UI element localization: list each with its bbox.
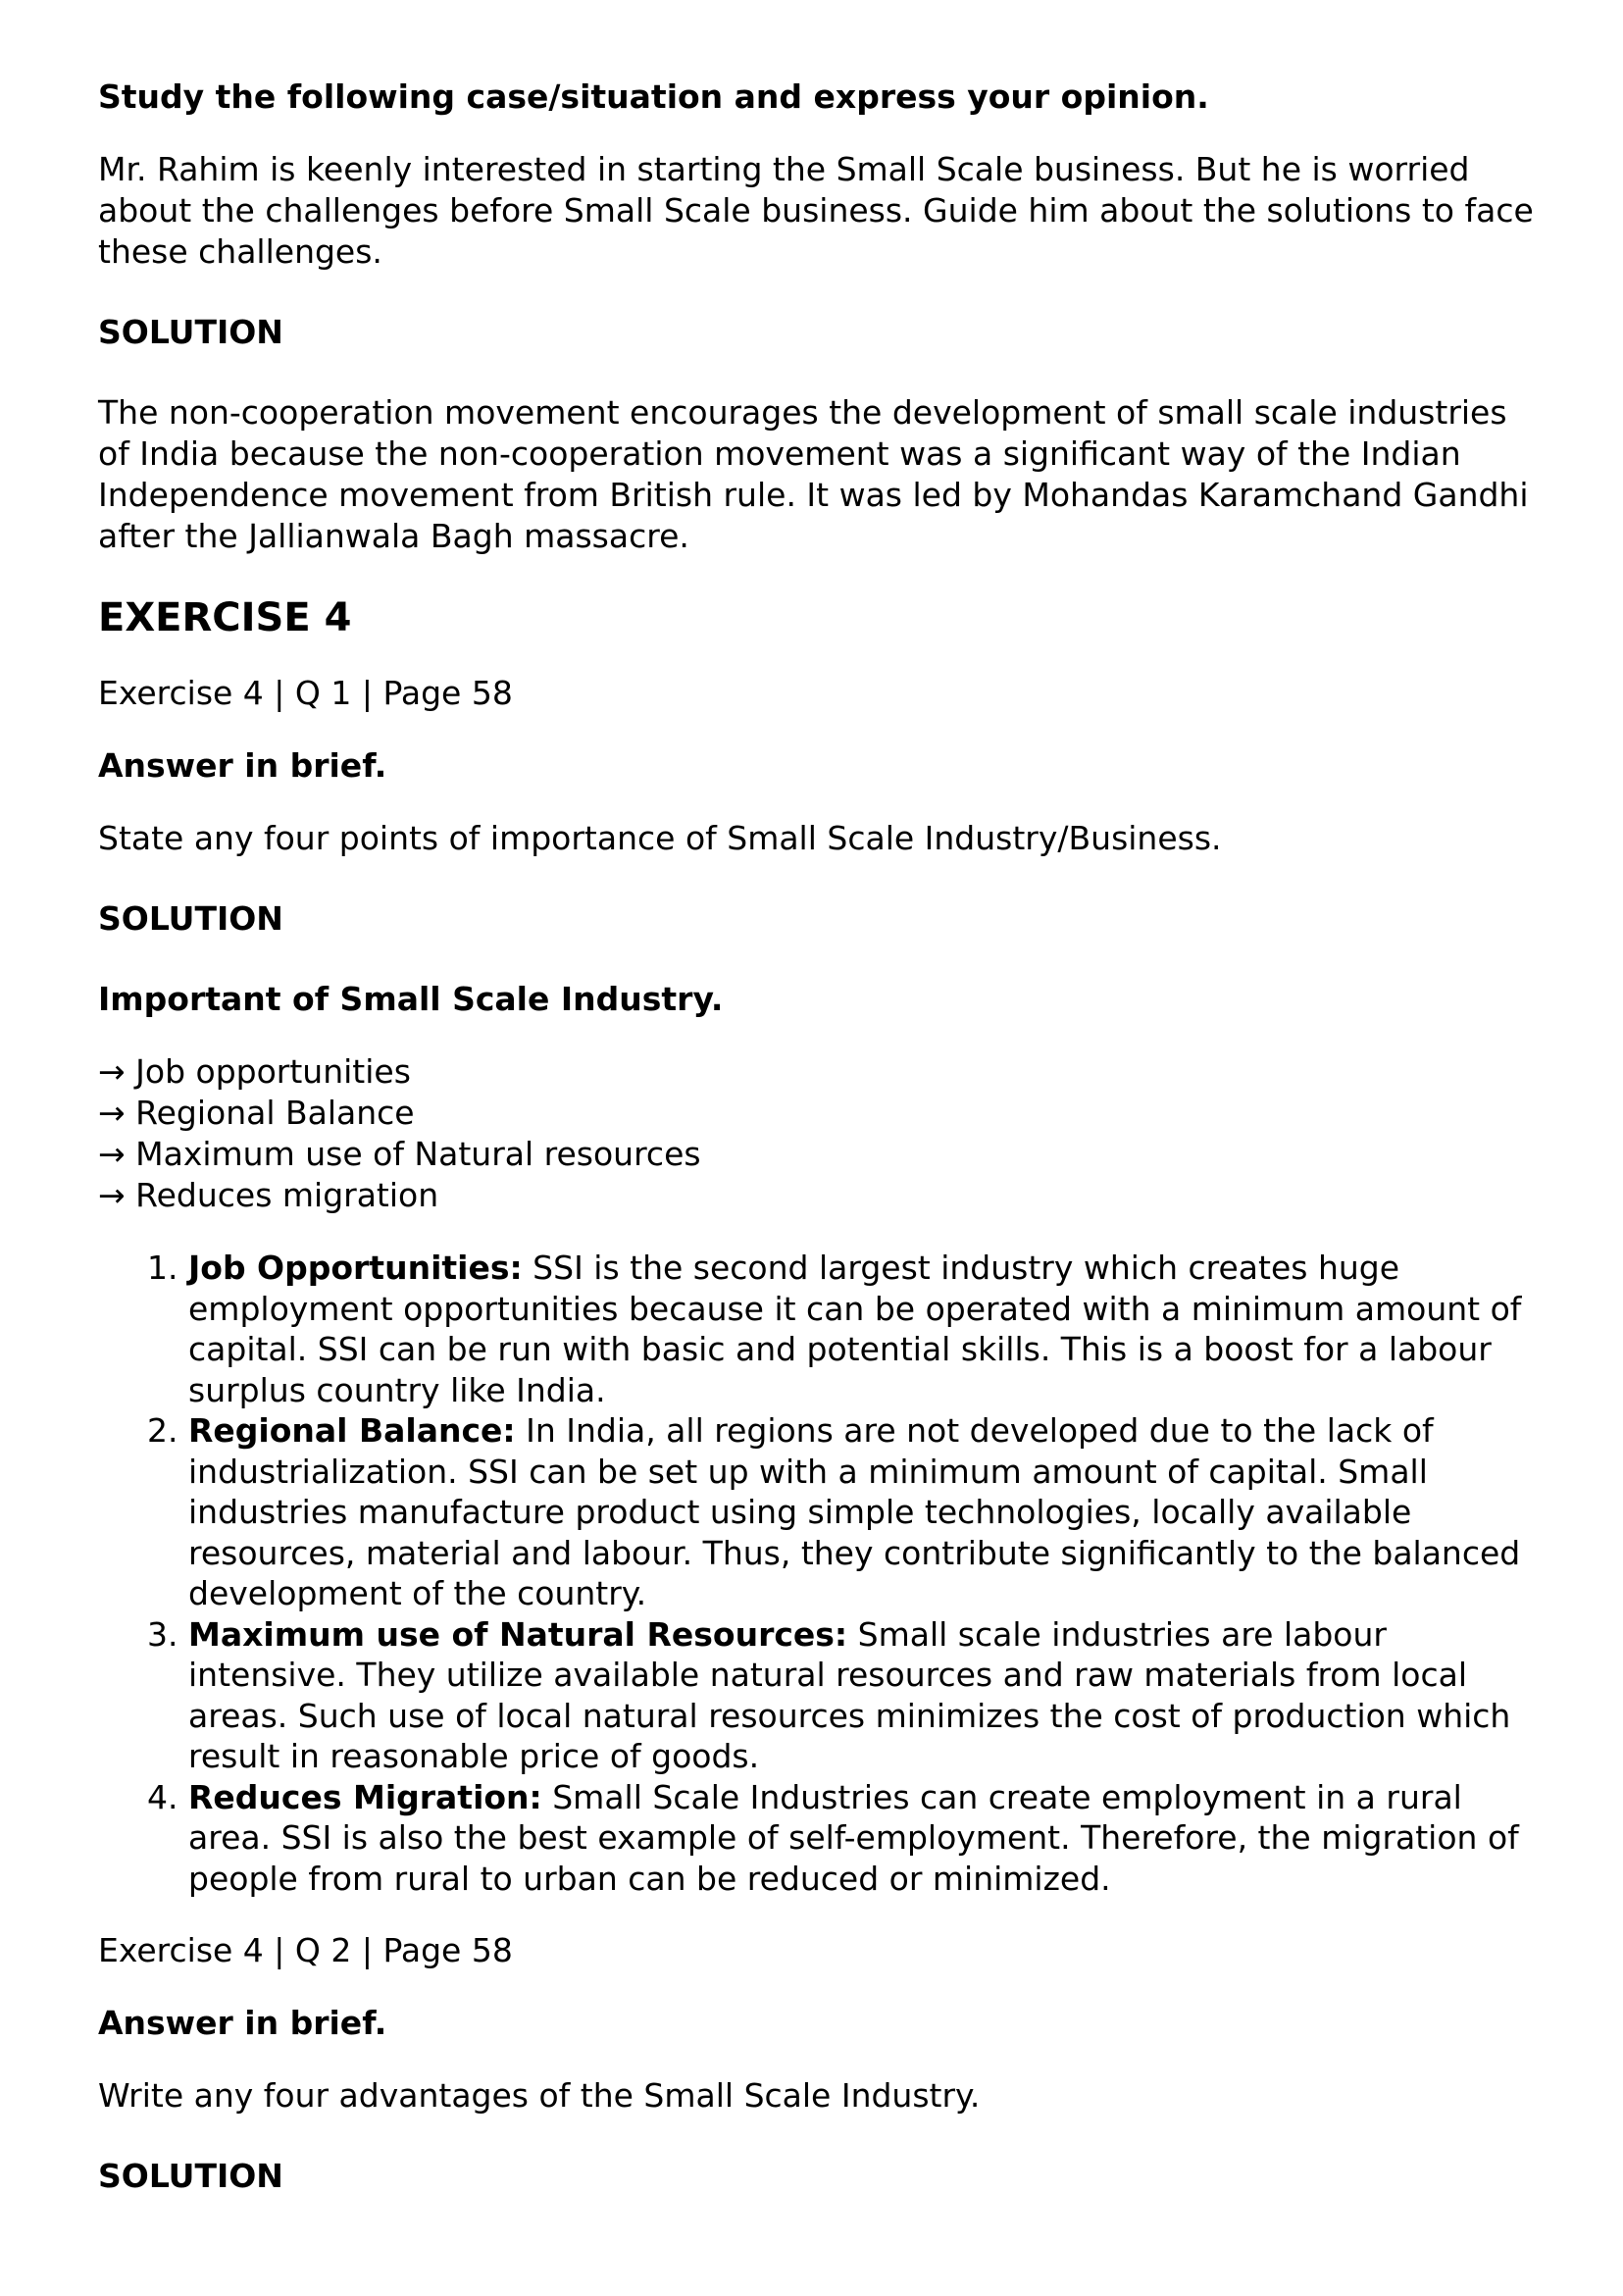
list-item [188,1777,1535,1900]
q2-reference: Exercise 4 | Q 2 | Page 58 [98,1931,513,1969]
q1-subheading: Important of Small Scale Industry. [98,980,724,1018]
point-term: Maximum use of Natural Resources: [188,1614,848,1654]
case-solution-text: The non-cooperation movement encourages the development of small scale industries of India because the non-cooperation movement was a significant way of the Indian Independence movement from British rule. It was led by Mohandas Karamchand Gandhi after the Jallianwala Bagh massacre. [98,393,1529,555]
point-text: Small scale industries are labour intensive. They utilize available natural resources and raw materials from local areas. Such use of local natural resources minimizes the cost of production which result in reasonable price of goods. [188,1614,1511,1775]
point-term: Reduces Migration: [188,1777,542,1816]
case-solution-label: SOLUTION [98,313,283,351]
q2-prompt: Answer in brief. [98,2004,387,2042]
arrow-item: → Maximum use of Natural resources [98,1135,701,1173]
q2-solution-label: SOLUTION [98,2157,283,2195]
list-item [188,1614,1535,1777]
point-text: In India, all regions are not developed due to the lack of industrialization. SSI can be set up with a minimum amount of capital. Small industries manufacture product using simple technologies, locally available resources, material and labour. Thus, they contribute significantly to the balanced development of the country. [188,1411,1521,1612]
importance-arrow-list [98,1051,1535,1216]
case-question: Mr. Rahim is keenly interested in starting the Small Scale business. But he is worried about the challenges before Small Scale business. Guide him about the solutions to face these challenges. [98,150,1534,271]
arrow-item: → Regional Balance [98,1094,415,1132]
arrow-item: → Reduces migration [98,1176,439,1214]
q1-prompt: Answer in brief. [98,746,387,785]
point-term: Job Opportunities: [188,1249,523,1287]
q1-question: State any four points of importance of Small Scale Industry/Business. [98,819,1222,857]
point-text: SSI is the second largest industry which creates huge employment opportunities because it can be operated with a minimum amount of capital. SSI can be run with basic and potential skills. This is a boost for a labour surplus country like India. [188,1249,1522,1409]
case-heading: Study the following case/situation and express your opinion. [98,77,1209,116]
q2-question: Write any four advantages of the Small Scale Industry. [98,2076,981,2115]
q1-reference: Exercise 4 | Q 1 | Page 58 [98,674,513,712]
list-item [188,1248,1535,1410]
point-text: Small Scale Industries can create employment in a rural area. SSI is also the best example of self-employment. Therefore, the migration of people from rural to urban can be reduced or minimized. [188,1777,1519,1898]
importance-points-list [98,1248,1535,1899]
exercise-title: EXERCISE 4 [98,595,352,640]
q1-solution-label: SOLUTION [98,899,283,938]
point-term: Regional Balance: [188,1411,516,1450]
arrow-item: → Job opportunities [98,1052,411,1091]
list-item [188,1410,1535,1614]
